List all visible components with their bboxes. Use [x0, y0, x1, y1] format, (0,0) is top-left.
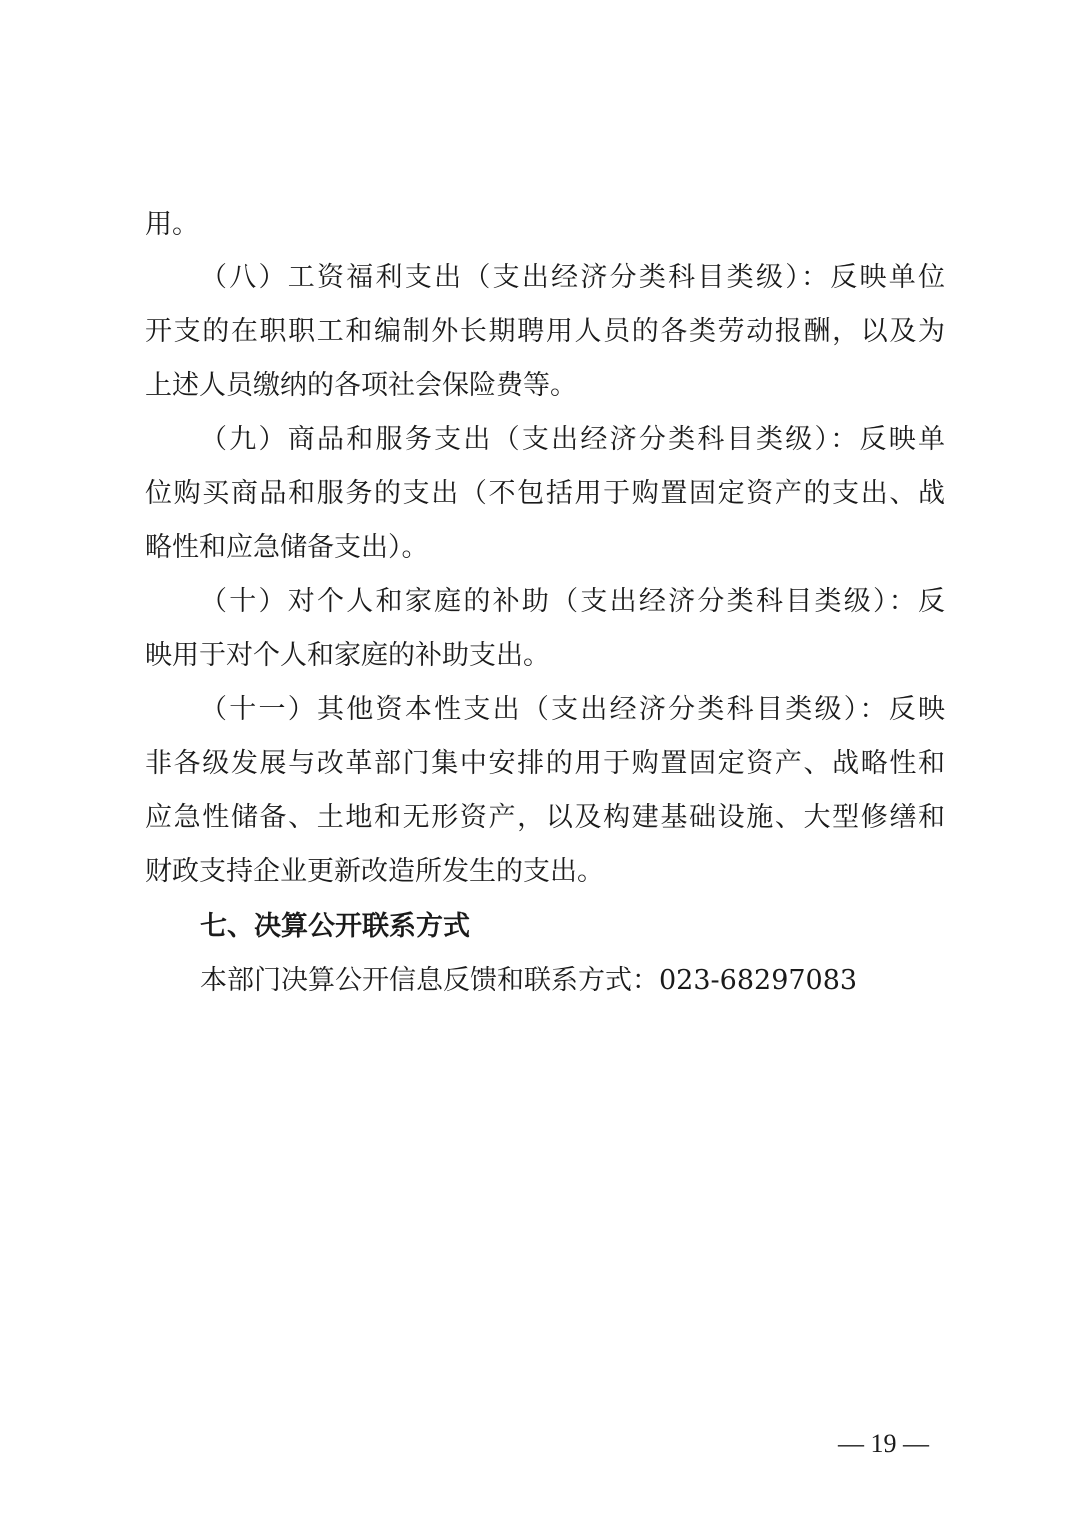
paragraph-line: 略性和应急储备支出）。: [145, 532, 429, 563]
contact-line: 本部门决算公开信息反馈和联系方式：023-68297083: [200, 965, 858, 996]
paragraph-line: （九）商品和服务支出（支出经济分类科目类级）：反映单: [200, 424, 945, 455]
paragraph-line: 上述人员缴纳的各项社会保险费等。: [145, 370, 577, 401]
section-heading: 七、决算公开联系方式: [200, 911, 470, 942]
paragraph-line: 财政支持企业更新改造所发生的支出。: [145, 856, 604, 887]
continuation-text: 用。: [145, 209, 199, 240]
paragraph-line: （十）对个人和家庭的补助（支出经济分类科目类级）：反: [200, 586, 945, 617]
paragraph-line: 位购买商品和服务的支出（不包括用于购置固定资产的支出、战: [145, 478, 945, 509]
page-number: — 19 —: [838, 1429, 929, 1458]
paragraph-line: 应急性储备、土地和无形资产，以及构建基础设施、大型修缮和: [145, 802, 945, 833]
paragraph-line: 映用于对个人和家庭的补助支出。: [145, 640, 550, 671]
paragraph-line: 开支的在职职工和编制外长期聘用人员的各类劳动报酬，以及为: [145, 316, 945, 347]
paragraph-line: （十一）其他资本性支出（支出经济分类科目类级）：反映: [200, 694, 945, 725]
paragraph-line: （八）工资福利支出（支出经济分类科目类级）：反映单位: [200, 262, 945, 293]
paragraph-line: 非各级发展与改革部门集中安排的用于购置固定资产、战略性和: [145, 748, 945, 779]
